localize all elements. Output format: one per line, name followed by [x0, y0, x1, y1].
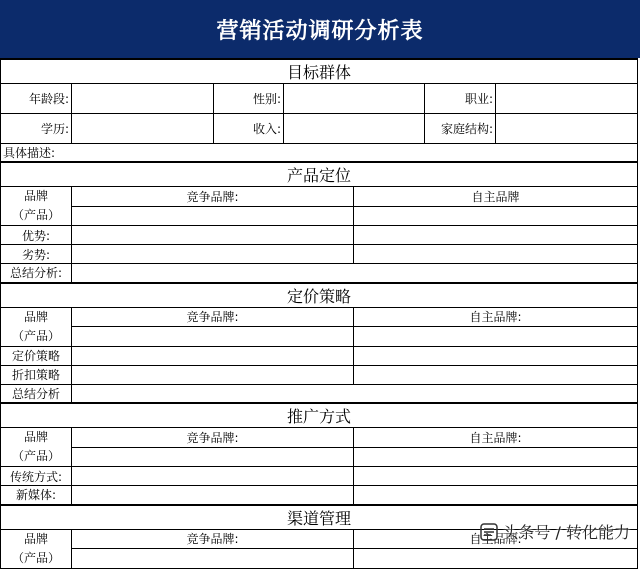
competitor-newmedia-cell[interactable]: [72, 486, 354, 505]
own-brand-cell[interactable]: [354, 206, 638, 226]
competitor-discount-cell[interactable]: [72, 365, 354, 384]
section-promotion: [1, 403, 638, 428]
income-label: 收入:: [214, 114, 284, 144]
job-label: 职业:: [425, 84, 496, 114]
competitor-brand-cell[interactable]: [72, 549, 354, 569]
competitor-brand-header: 竞争品牌:: [72, 428, 354, 448]
watermark: [480, 520, 630, 543]
section-heading: 定价策略: [1, 283, 638, 308]
product-label: （产品）: [11, 208, 60, 222]
brand-product-label: [1, 307, 72, 346]
own-newmedia-cell[interactable]: [354, 486, 638, 505]
summary-label: 总结分析: [1, 384, 72, 403]
age-label: 年龄段:: [1, 84, 72, 114]
strength-label: 优势:: [1, 226, 72, 245]
competitor-traditional-cell[interactable]: [72, 467, 354, 486]
toutiao-logo-icon: [480, 523, 498, 541]
newmedia-label: 新媒体:: [1, 486, 72, 505]
competitor-brand-cell[interactable]: [72, 327, 354, 347]
own-discount-cell[interactable]: [354, 365, 638, 384]
gender-field[interactable]: [284, 84, 425, 114]
section-heading: 推广方式: [1, 403, 638, 428]
own-brand-header: 自主品牌:: [354, 307, 638, 327]
summary-cell[interactable]: [72, 264, 638, 283]
section-target-group: [1, 59, 638, 84]
brand-label: 品牌: [23, 309, 48, 324]
own-traditional-cell[interactable]: [354, 467, 638, 486]
summary-label: 总结分析:: [1, 264, 72, 283]
own-brand-header: 自主品牌:: [354, 428, 638, 448]
weakness-label: 劣势:: [1, 245, 72, 264]
education-label: 学历:: [1, 114, 72, 144]
section-heading: 渠道管理: [1, 505, 638, 530]
brand-label: 品牌: [23, 531, 48, 546]
own-brand-cell[interactable]: [354, 549, 638, 569]
summary-cell[interactable]: [72, 384, 638, 403]
discount-strategy-label: 折扣策略: [1, 365, 72, 384]
brand-product-label: [1, 428, 72, 467]
description-label[interactable]: 具体描述:: [1, 144, 638, 163]
product-label: （产品）: [11, 328, 60, 343]
competitor-brand-header: 竞争品牌:: [72, 187, 354, 207]
survey-table: [0, 58, 638, 569]
own-weakness-cell[interactable]: [354, 245, 638, 264]
brand-label: 品牌: [23, 430, 48, 444]
product-label: （产品）: [11, 550, 60, 565]
own-pricing-cell[interactable]: [354, 346, 638, 365]
section-heading: 产品定位: [1, 162, 638, 187]
traditional-label: 传统方式:: [1, 467, 72, 486]
competitor-brand-cell[interactable]: [72, 206, 354, 226]
family-field[interactable]: [496, 114, 638, 144]
income-field[interactable]: [284, 114, 425, 144]
own-brand-header: 自主品牌: [354, 187, 638, 207]
section-positioning: [1, 162, 638, 187]
section-heading: 目标群体: [1, 59, 638, 84]
page-title: 营销活动调研分析表: [0, 0, 640, 58]
own-brand-cell[interactable]: [354, 447, 638, 467]
brand-label: 品牌: [23, 189, 48, 203]
family-label: 家庭结构:: [425, 114, 496, 144]
competitor-brand-header: 竞争品牌:: [72, 529, 354, 549]
own-strength-cell[interactable]: [354, 226, 638, 245]
gender-label: 性别:: [214, 84, 284, 114]
competitor-weakness-cell[interactable]: [72, 245, 354, 264]
age-field[interactable]: [72, 84, 214, 114]
competitor-strength-cell[interactable]: [72, 226, 354, 245]
competitor-pricing-cell[interactable]: [72, 346, 354, 365]
own-brand-cell[interactable]: [354, 327, 638, 347]
watermark-text: 头条号 / 转化能力: [502, 523, 630, 542]
pricing-strategy-label: 定价策略: [1, 346, 72, 365]
own-brand-header: 自主品牌:: [354, 529, 638, 549]
competitor-brand-cell[interactable]: [72, 447, 354, 467]
education-field[interactable]: [72, 114, 214, 144]
product-label: （产品）: [11, 449, 60, 463]
competitor-brand-header: 竞争品牌:: [72, 307, 354, 327]
brand-product-label: [1, 529, 72, 568]
brand-product-label: [1, 187, 72, 226]
job-field[interactable]: [496, 84, 638, 114]
section-pricing: [1, 283, 638, 308]
